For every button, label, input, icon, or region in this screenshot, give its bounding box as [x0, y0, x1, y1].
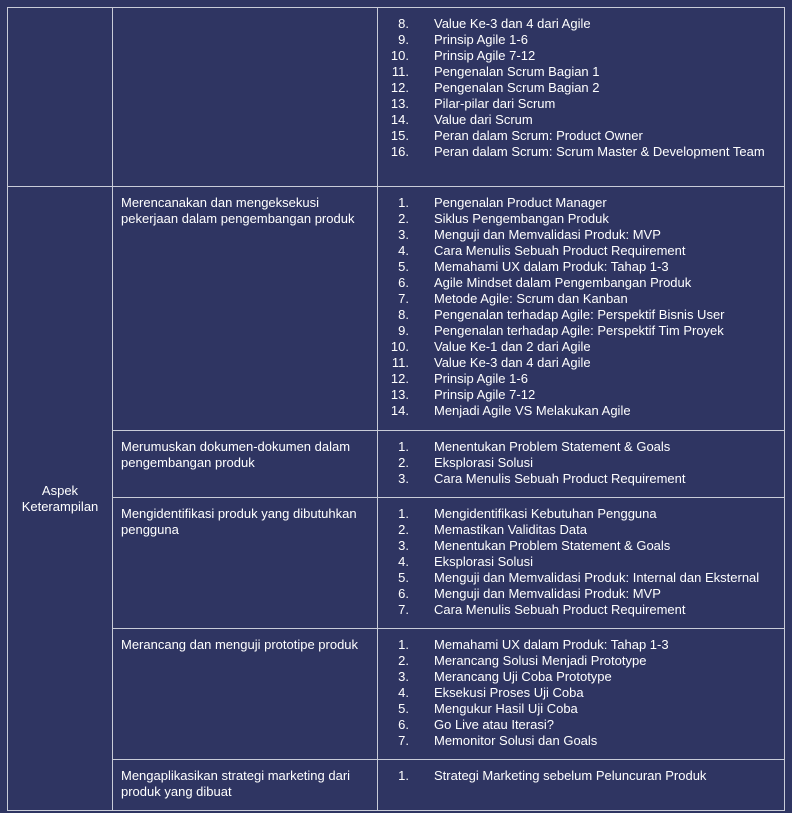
description-cell — [113, 760, 378, 811]
list-item — [378, 195, 784, 211]
list-item-text: Menentukan Problem Statement & Goals — [434, 439, 671, 454]
table-row — [8, 760, 785, 811]
competency-text: Mengidentifikasi produk yang dibutuhkan pengguna — [121, 506, 357, 537]
list-item-text: Strategi Marketing sebelum Peluncuran Produk — [434, 768, 707, 783]
description-cell — [113, 629, 378, 760]
list-item — [378, 570, 784, 586]
topic-list-cell — [378, 187, 785, 431]
list-item-number: 11. — [391, 355, 409, 370]
list-item — [378, 685, 784, 701]
list-item — [378, 669, 784, 685]
list-item-number: 2. — [398, 522, 409, 537]
list-item-number: 2. — [398, 211, 409, 226]
list-item — [378, 32, 784, 48]
topic-list-cell — [378, 760, 785, 811]
list-item-text: Value Ke-3 dan 4 dari Agile — [434, 16, 591, 31]
list-item — [378, 506, 784, 522]
list-item — [378, 554, 784, 570]
list-item-text: Pengenalan Product Manager — [434, 195, 607, 210]
list-item-number: 14. — [390, 112, 409, 127]
topic-list-cell — [378, 498, 785, 629]
list-item — [378, 211, 784, 227]
list-item-text: Memahami UX dalam Produk: Tahap 1-3 — [434, 637, 669, 652]
list-item — [378, 291, 784, 307]
list-item-text: Memastikan Validitas Data — [434, 522, 587, 537]
table-row — [8, 431, 785, 498]
list-item — [378, 355, 784, 371]
list-item-text: Metode Agile: Scrum dan Kanban — [434, 291, 628, 306]
list-item — [378, 371, 784, 387]
table-row — [8, 498, 785, 629]
competency-text: Merencanakan dan mengeksekusi pekerjaan dalam pengembangan produk — [121, 195, 355, 226]
list-item — [378, 275, 784, 291]
list-item — [378, 701, 784, 717]
list-item-text: Menguji dan Memvalidasi Produk: MVP — [434, 586, 661, 601]
list-item — [378, 112, 784, 128]
list-item-text: Eksplorasi Solusi — [434, 455, 533, 470]
list-item-number: 16. — [390, 144, 409, 159]
list-item — [378, 339, 784, 355]
list-item — [378, 387, 784, 403]
list-item — [378, 602, 784, 618]
list-item-number: 12. — [390, 80, 409, 95]
list-item-text: Mengukur Hasil Uji Coba — [434, 701, 578, 716]
list-item-text: Value Ke-3 dan 4 dari Agile — [434, 355, 591, 370]
list-item — [378, 144, 784, 160]
list-item-number: 5. — [398, 259, 409, 274]
topic-list-cell — [378, 8, 785, 187]
list-item — [378, 227, 784, 243]
table-row — [8, 187, 785, 431]
list-item — [378, 48, 784, 64]
list-item — [378, 96, 784, 112]
list-item-number: 9. — [398, 323, 409, 338]
list-item-number: 3. — [398, 669, 409, 684]
list-item — [378, 64, 784, 80]
description-cell — [113, 187, 378, 431]
list-item — [378, 259, 784, 275]
list-item-text: Eksekusi Proses Uji Coba — [434, 685, 584, 700]
list-item — [378, 471, 784, 487]
list-item-text: Prinsip Agile 1-6 — [434, 32, 528, 47]
list-item — [378, 717, 784, 733]
curriculum-table — [7, 7, 785, 811]
list-item-number: 10. — [390, 339, 409, 354]
list-item-number: 6. — [398, 586, 409, 601]
topic-list — [378, 8, 784, 160]
list-item — [378, 307, 784, 323]
description-cell-empty — [113, 8, 378, 187]
list-item — [378, 768, 784, 784]
list-item-text: Value dari Scrum — [434, 112, 533, 127]
list-item-text: Eksplorasi Solusi — [434, 554, 533, 569]
list-item-text: Memahami UX dalam Produk: Tahap 1-3 — [434, 259, 669, 274]
list-item-text: Siklus Pengembangan Produk — [434, 211, 609, 226]
list-item-number: 5. — [398, 570, 409, 585]
list-item-number: 13. — [390, 387, 409, 402]
list-item-text: Pengenalan Scrum Bagian 1 — [434, 64, 600, 79]
list-item-text: Peran dalam Scrum: Product Owner — [434, 128, 643, 143]
list-item — [378, 403, 784, 419]
list-item — [378, 243, 784, 259]
list-item-number: 1. — [398, 768, 409, 783]
description-cell — [113, 498, 378, 629]
topic-list-cell — [378, 629, 785, 760]
list-item-number: 6. — [398, 275, 409, 290]
list-item-text: Pilar-pilar dari Scrum — [434, 96, 556, 111]
list-item-number: 4. — [398, 685, 409, 700]
list-item-number: 6. — [398, 717, 409, 732]
list-item — [378, 538, 784, 554]
list-item-number: 7. — [398, 602, 409, 617]
list-item-number: 14. — [390, 403, 409, 418]
list-item-number: 15. — [390, 128, 409, 143]
list-item-text: Pengenalan Scrum Bagian 2 — [434, 80, 600, 95]
list-item-text: Cara Menulis Sebuah Product Requirement — [434, 471, 686, 486]
list-item-number: 7. — [398, 733, 409, 748]
list-item — [378, 586, 784, 602]
list-item — [378, 439, 784, 455]
topic-list — [378, 431, 784, 487]
list-item-text: Agile Mindset dalam Pengembangan Produk — [434, 275, 692, 290]
list-item-number: 1. — [398, 439, 409, 454]
list-item-number: 1. — [398, 506, 409, 521]
list-item-number: 10. — [390, 48, 409, 63]
aspect-cell-empty — [8, 8, 113, 187]
list-item-text: Menentukan Problem Statement & Goals — [434, 538, 671, 553]
list-item-text: Prinsip Agile 7-12 — [434, 48, 536, 63]
list-item-number: 4. — [398, 243, 409, 258]
competency-text: Merancang dan menguji prototipe produk — [121, 637, 359, 652]
list-item — [378, 522, 784, 538]
list-item-text: Menjadi Agile VS Melakukan Agile — [434, 403, 631, 418]
topic-list — [378, 187, 784, 419]
list-item — [378, 323, 784, 339]
list-item — [378, 733, 784, 749]
description-cell — [113, 431, 378, 498]
list-item-number: 8. — [398, 16, 409, 31]
table-row — [8, 629, 785, 760]
table-row-top — [8, 8, 785, 187]
list-item — [378, 80, 784, 96]
list-item — [378, 128, 784, 144]
aspect-label: Aspek Keterampilan — [21, 482, 99, 514]
list-item-number: 2. — [398, 455, 409, 470]
topic-list — [378, 760, 784, 784]
list-item — [378, 653, 784, 669]
list-item-text: Value Ke-1 dan 2 dari Agile — [434, 339, 591, 354]
list-item-text: Pengenalan terhadap Agile: Perspektif Tim Proyek — [434, 323, 724, 338]
list-item-text: Cara Menulis Sebuah Product Requirement — [434, 602, 686, 617]
competency-text: Mengaplikasikan strategi marketing dari produk yang dibuat — [121, 768, 351, 799]
list-item-number: 3. — [398, 227, 409, 242]
list-item — [378, 637, 784, 653]
list-item-text: Pengenalan terhadap Agile: Perspektif Bisnis User — [434, 307, 725, 322]
list-item-text: Merancang Uji Coba Prototype — [434, 669, 612, 684]
list-item-number: 7. — [398, 291, 409, 306]
list-item-text: Menguji dan Memvalidasi Produk: Internal dan Eksternal — [434, 570, 760, 585]
list-item-text: Mengidentifikasi Kebutuhan Pengguna — [434, 506, 657, 521]
list-item-number: 2. — [398, 653, 409, 668]
list-item-text: Memonitor Solusi dan Goals — [434, 733, 598, 748]
list-item-text: Peran dalam Scrum: Scrum Master & Development Team — [434, 144, 765, 159]
list-item-text: Prinsip Agile 7-12 — [434, 387, 536, 402]
list-item — [378, 16, 784, 32]
list-item-number: 5. — [398, 701, 409, 716]
list-item-text: Cara Menulis Sebuah Product Requirement — [434, 243, 686, 258]
list-item-text: Menguji dan Memvalidasi Produk: MVP — [434, 227, 661, 242]
list-item-text: Go Live atau Iterasi? — [434, 717, 554, 732]
list-item-number: 12. — [390, 371, 409, 386]
topic-list-cell — [378, 431, 785, 498]
list-item-number: 4. — [398, 554, 409, 569]
list-item-text: Merancang Solusi Menjadi Prototype — [434, 653, 647, 668]
topic-list — [378, 629, 784, 749]
list-item-number: 3. — [398, 538, 409, 553]
list-item-number: 1. — [398, 637, 409, 652]
list-item — [378, 455, 784, 471]
aspect-cell — [8, 187, 113, 811]
list-item-number: 9. — [398, 32, 409, 47]
list-item-number: 1. — [398, 195, 409, 210]
topic-list — [378, 498, 784, 618]
list-item-text: Prinsip Agile 1-6 — [434, 371, 528, 386]
list-item-number: 13. — [390, 96, 409, 111]
competency-text: Merumuskan dokumen-dokumen dalam pengembangan produk — [121, 439, 351, 470]
list-item-number: 11. — [391, 64, 409, 79]
list-item-number: 8. — [398, 307, 409, 322]
list-item-number: 3. — [398, 471, 409, 486]
